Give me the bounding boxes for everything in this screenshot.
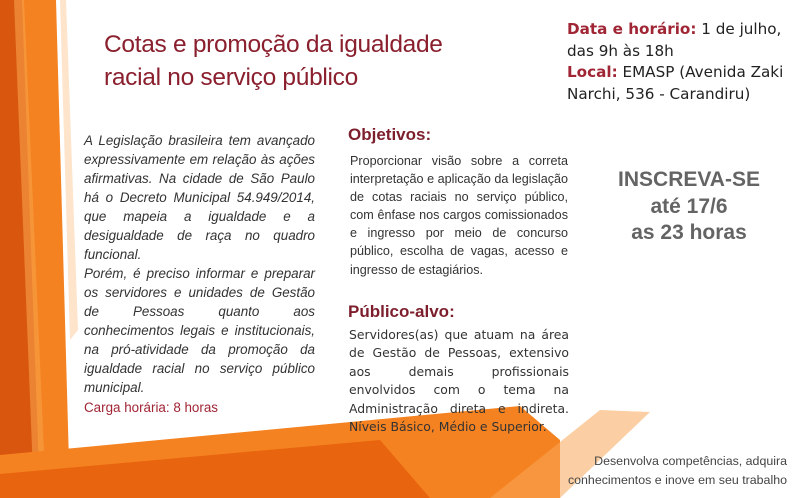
audience-heading: Público-alvo: — [348, 302, 455, 321]
objectives-text: Proporcionar visão sobre a correta interpretação e aplicação da legislação de cotas raciais no serviço público, com ênfase nos cargos comissionados e ingresso por meio de concurso público, escolha de vagas, acesso e ingresso de estagiários. — [350, 154, 568, 277]
footer-line-2: conhecimentos e inove em seu trabalho — [567, 473, 787, 487]
title-line-2: racial no serviço público — [104, 64, 358, 91]
register-deadline-date: até 17/6 — [650, 194, 728, 218]
date-label: Data e horário: — [567, 20, 697, 38]
footer-line-1: Desenvolva competências, adquira — [594, 454, 787, 468]
audience-text: Servidores(as) que atuam na área de Gestão de Pessoas, extensivo aos demais profissionais envolvidos com o tema na Administração direta e indireta. Níveis Básico, Médio e Superior. — [349, 327, 569, 435]
objectives-heading: Objetivos: — [348, 125, 432, 144]
intro-paragraph-1: A Legislação brasileira tem avançado expressivamente em relação às ações afirmativas. Na cidade de São Paulo há o Decreto Municipal 54.949/2014, que mapeia a igualdade e a desigualdade de raça no quadro funcional. — [84, 133, 315, 262]
register-deadline-time: as 23 horas — [631, 221, 747, 244]
workload-text: Carga horária: 8 horas — [84, 400, 218, 415]
title-line-1: Cotas e promoção da igualdade — [104, 31, 443, 58]
location-label: Local: — [567, 63, 618, 81]
page-title — [104, 28, 494, 94]
register-cta-line-1[interactable]: INSCREVA-SE — [618, 168, 760, 191]
date-value: 1 de julho, das 9h às 18h — [567, 20, 782, 60]
footer-tagline — [547, 452, 787, 490]
intro-paragraph-2: Porém, é preciso informar e preparar os servidores e unidades de Gestão de Pessoas quanto aos conhecimentos legais e institucionais, na pró-atividade da promoção da igualdade racial no serviço público municipal. — [84, 266, 315, 395]
location-value: EMASP (Avenida Zaki Narchi, 536 - Carandiru) — [567, 63, 784, 103]
event-info — [567, 19, 795, 105]
register-callout[interactable] — [598, 167, 780, 247]
